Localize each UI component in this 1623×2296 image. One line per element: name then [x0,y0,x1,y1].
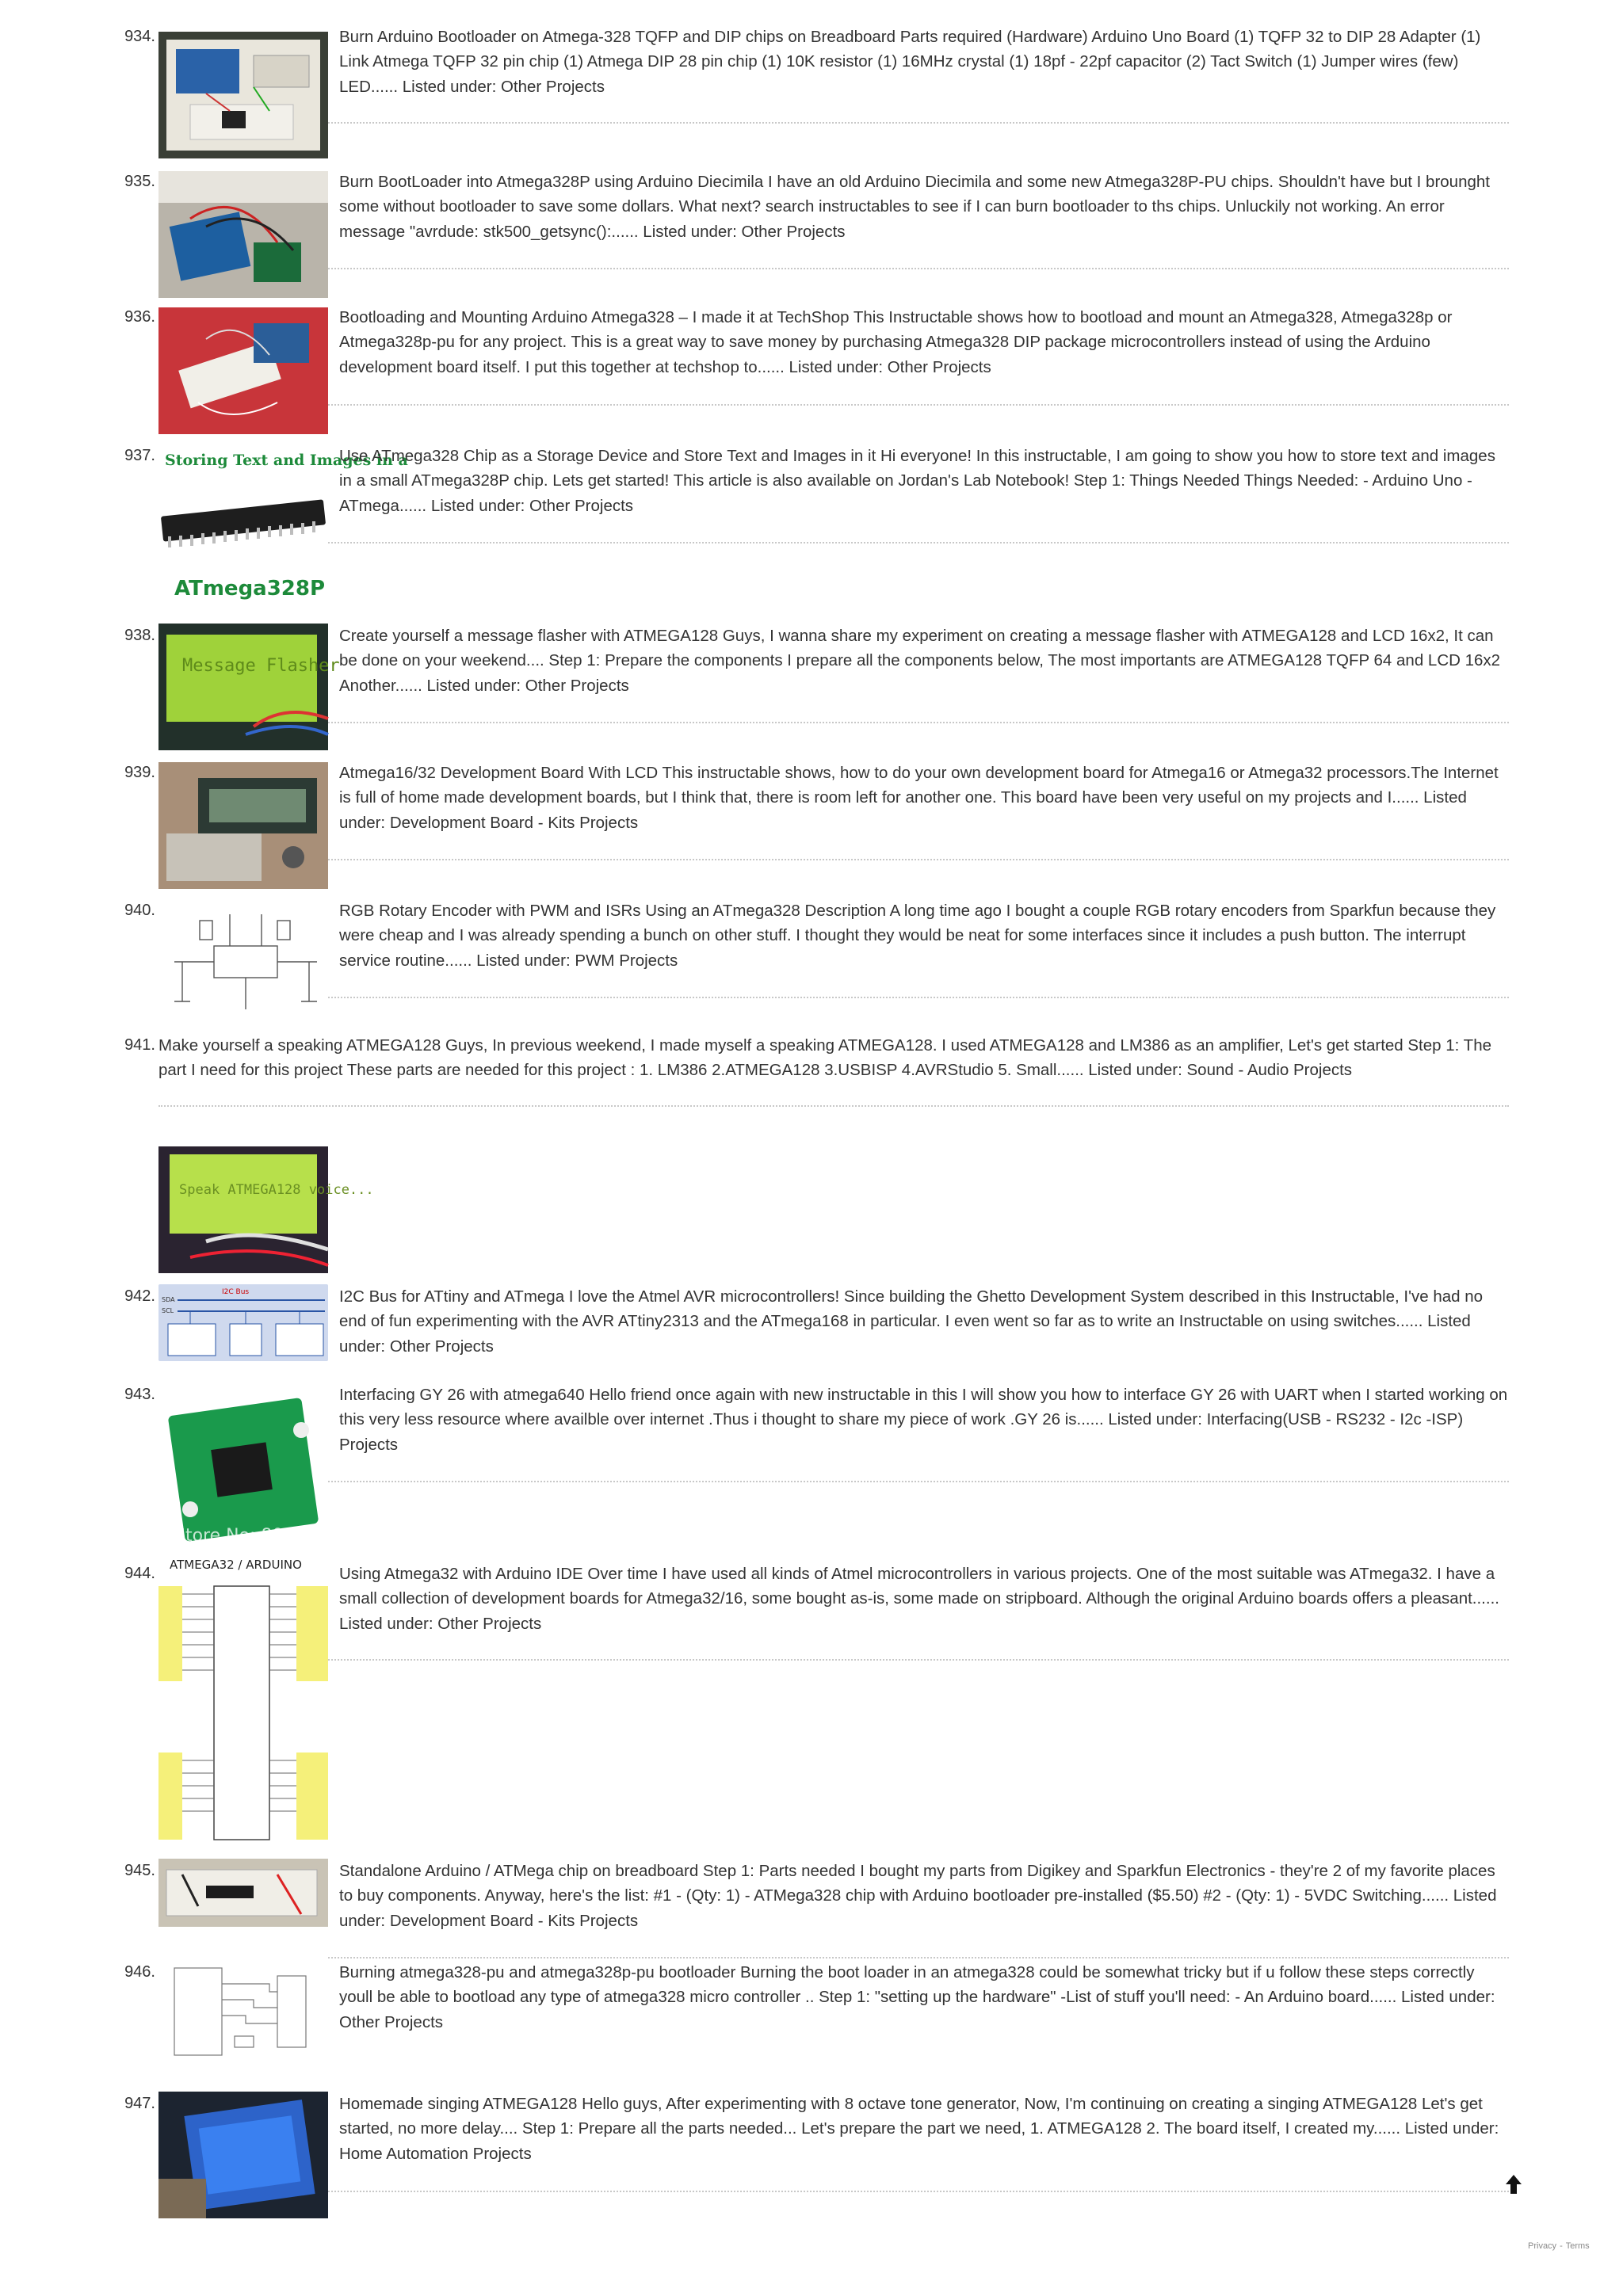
breadboard-photo-icon[interactable] [158,32,328,158]
thumb-label: I2C Bus [222,1288,250,1296]
item-divider [328,268,1509,269]
blue-lcd-photo-icon[interactable] [158,2092,328,2218]
item-description-link[interactable]: Homemade singing ATMEGA128 Hello guys, After experimenting with 8 octave tone generator, Now, I'm continuing on creating a singing ATMEGA128 Let's get started, no more delay.... Step 1: Prepare all the parts needed... Let's prepare the part we need, 1. ATMEGA128 2. The board itself, I created my...... Listed under: Home Automation Projects [339,2095,1499,2163]
item-divider [158,1105,1509,1107]
item-number: 941. [124,1036,155,1054]
thumb-label: SCL [162,1307,174,1314]
item-number: 937. [124,447,155,464]
item-number: 942. [124,1287,155,1305]
item-divider [328,1957,1509,1958]
item-description-link[interactable]: Burn Arduino Bootloader on Atmega-328 TQFP and DIP chips on Breadboard Parts required (Hardware) Arduino Uno Board (1) TQFP 32 to DIP 28 Adapter (1) Link Atmega TQFP 32 pin chip (1) Atmega DIP 28 pin chip (1) 10K resistor (1) 16MHz crystal (1) 18pf - 22pf capacitor (2) Tact Switch (1) Jumper wires (few) LED...... Listed under: Other Projects [339,28,1481,96]
item-divider [328,1659,1509,1661]
item-description-link[interactable]: Using Atmega32 with Arduino IDE Over time I have used all kinds of Atmel microcontrollers in various projects. One of the most suitable was ATmega32. I have a small collection of development boards for Atmega32/16, some bought as-is, some made on stripboard. Although the original Arduino boards offers a pleasant...... Listed under: Other Projects [339,1565,1499,1633]
item-number: 940. [124,902,155,919]
item-number: 947. [124,2095,155,2112]
item-divider [328,122,1509,124]
item-number: 943. [124,1386,155,1403]
item-divider [328,404,1509,406]
i2c-bus-diagram-icon[interactable] [158,1284,328,1361]
lcd-photo-icon[interactable] [158,1146,374,1273]
thumb-top-text: Storing Text and Images in a [165,452,408,469]
item-divider [328,722,1509,723]
arrow-up-icon[interactable] [1504,2173,1523,2195]
atmega-chip-graphic-icon[interactable] [158,448,408,603]
item-number: 946. [124,1963,155,1981]
terms-link[interactable]: Terms [1565,2241,1590,2251]
encoder-schematic-icon[interactable] [158,898,328,1025]
thumb-lcd-text: Message Flasher [182,656,340,676]
item-divider [328,2191,1509,2192]
thumb-bottom-text: ATmega328P [174,577,326,601]
item-divider [328,1481,1509,1482]
item-description-link[interactable]: Bootloading and Mounting Arduino Atmega328 – I made it at TechShop This Instructable shows how to bootload and mount an Atmega328, Atmega328p or Atmega328p-pu for any project. This is a great way to save money by purchasing Atmega328 DIP package microcontrollers instead of using the Arduino development board itself. I put this together at techshop to...... Listed under: Other Projects [339,308,1453,376]
privacy-link[interactable]: Privacy [1528,2241,1557,2251]
footer-separator: - [1560,2241,1563,2251]
item-description-link[interactable]: Interfacing GY 26 with atmega640 Hello friend once again with new instructable in this I will show you how to interface GY 26 with UART when I started working on this very less resource where availble over internet .Thus i thought to share my piece of work .GY 26 is...... Listed under: Interfacing(USB - RS232 - I2c -ISP) Projects [339,1386,1508,1454]
thumb-lcd-text: Speak ATMEGA128 voice... [179,1182,374,1198]
item-number: 945. [124,1862,155,1879]
item-number: 935. [124,173,155,190]
arduino-board-photo-icon[interactable] [158,171,328,298]
item-description-link[interactable]: I2C Bus for ATtiny and ATmega I love the Atmel AVR microcontrollers! Since building the Ghetto Development System described in this Instructable, I've had no end of fun experimenting with the AVR ATtiny2313 and the ATmega168 in particular. I even went so far as to write an Instructable on using switches...... Listed under: Other Projects [339,1287,1484,1356]
item-number: 934. [124,28,155,45]
item-description-link[interactable]: Create yourself a message flasher with ATMEGA128 Guys, I wanna share my experiment on creating a message flasher with ATMEGA128 and LCD 16x2, It can be done on your weekend.... Step 1: Prepare the components I prepare all the components below, The most importants are ATMEGA128 TQFP 64 and LCD 16x2 Another...... Listed under: Other Projects [339,627,1501,695]
item-description-link[interactable]: Atmega16/32 Development Board With LCD This instructable shows, how to do your own development board for Atmega16 or Atmega32 processors.The Internet is full of home made development boards, but I think that, there is room left for another one. This board have been very useful on my projects and I...... Listed under: Development Board - Kits Projects [339,764,1499,832]
breadboard-photo-icon[interactable] [158,1859,328,1927]
item-description-link[interactable]: Make yourself a speaking ATMEGA128 Guys, In previous weekend, I made myself a speaking ATMEGA128. I used ATMEGA128 and LM386 as an amplifier, Let's get started Step 1: The part I need for this project These parts are needed for this project : 1. LM386 2.ATMEGA128 3.USBISP 4.AVRStudio 5. Small...... Listed under: Sound - Audio Projects [158,1036,1492,1080]
lcd-photo-icon[interactable] [158,624,340,750]
recaptcha-footer [1526,2241,1591,2251]
thumb-caption: ATMEGA32 / ARDUINO [170,1558,302,1572]
item-description-link[interactable]: Burning atmega328-pu and atmega328p-pu bootloader Burning the boot loader in an atmega328 could be somewhat tricky but if u follow these steps correctly youll be able to bootload any type of atmega328 micro controller .. Step 1: "setting up the hardware" -List of stuff you'll need: - An Arduino board...... Listed under: Other Projects [339,1963,1495,2031]
item-number: 944. [124,1565,155,1582]
item-divider [328,859,1509,860]
item-description-link[interactable]: RGB Rotary Encoder with PWM and ISRs Using an ATmega328 Description A long time ago I bought a couple RGB rotary encoders from Sparkfun because they were cheap and I was already spending a bunch on other stuff. I thought they would be neat for some interfaces since it includes a push button. The interrupt service routine...... Listed under: PWM Projects [339,902,1496,970]
pinout-diagram-icon[interactable] [158,1554,328,1848]
item-divider [328,542,1509,543]
item-number: 938. [124,627,155,644]
dev-board-photo-icon[interactable] [158,762,328,889]
wiring-sketch-icon[interactable] [158,1960,328,2063]
thumb-watermark: Store No: 809630 [174,1526,328,1546]
item-divider [328,997,1509,998]
item-number: 939. [124,764,155,781]
thumb-label: SDA [162,1296,175,1303]
compass-module-photo-icon[interactable] [158,1383,328,1552]
item-description-link[interactable]: Use ATmega328 Chip as a Storage Device and Store Text and Images in it Hi everyone! In this instructable, I am going to show you how to store text and images in a small ATmega328P chip. Lets get started! This article is also available on Jordan's Lab Notebook! Step 1: Things Needed Things Needed: - Arduino Uno - ATmega...... Listed under: Other Projects [339,447,1495,515]
item-description-link[interactable]: Burn BootLoader into Atmega328P using Arduino Diecimila I have an old Arduino Diecimila and some new Atmega328P-PU chips. Shouldn't have but I brounght some without bootloader to save some dollars. What next? search instructables to see if I can burn bootloader to ths chips. Unluckily not working. An error message "avrdude: stk500_getsync():...... Listed under: Other Projects [339,173,1490,241]
red-breadboard-photo-icon[interactable] [158,307,328,434]
item-description-link[interactable]: Standalone Arduino / ATMega chip on breadboard Step 1: Parts needed I bought my parts from Digikey and Sparkfun Electronics - they're 2 of my favorite places to buy components. Anyway, here's the list: #1 - (Qty: 1) - ATMega328 chip with Arduino bootloader pre-installed ($5.50) #2 - (Qty: 1) - 5VDC Switching...... Listed under: Development Board - Kits Projects [339,1862,1497,1930]
item-number: 936. [124,308,155,326]
